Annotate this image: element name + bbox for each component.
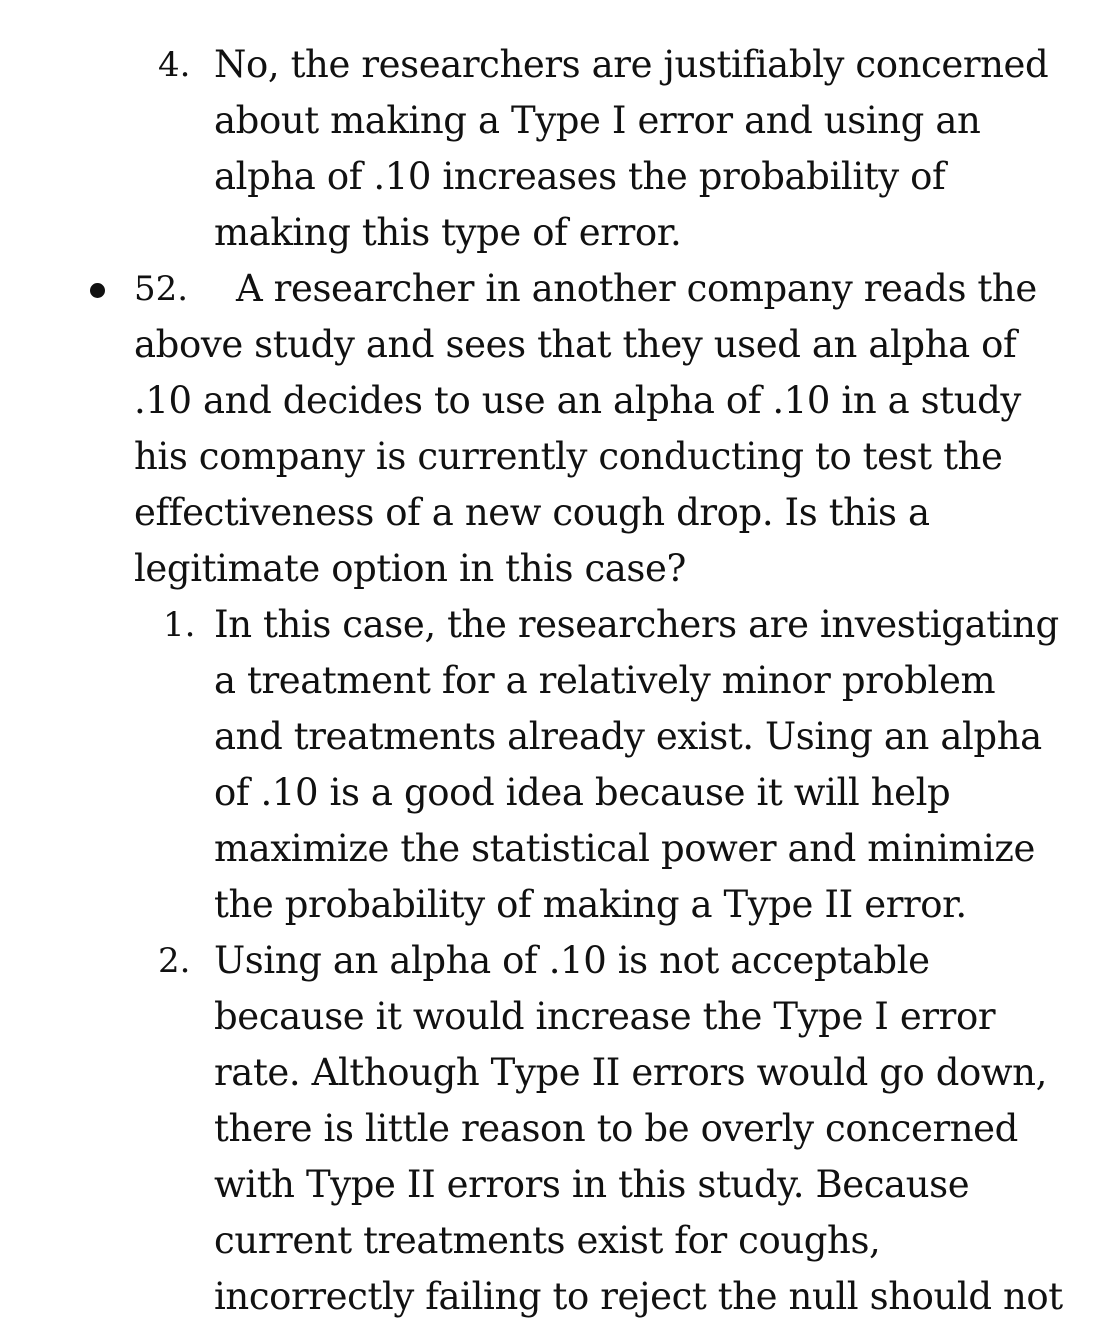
- option-number: 4.: [158, 45, 191, 85]
- option-line: No, the researchers are justifiably concerned: [214, 43, 1049, 86]
- question-line: A researcher in another company reads the: [236, 267, 1037, 310]
- option-line: making this type of error.: [214, 211, 682, 254]
- option-number: 1.: [163, 605, 196, 645]
- option-line: because it would increase the Type I error: [214, 995, 996, 1038]
- option-line: a treatment for a relatively minor problem: [214, 659, 996, 702]
- question-line: above study and sees that they used an alpha of: [134, 323, 1017, 366]
- option-line: rate. Although Type II errors would go down,: [214, 1051, 1047, 1094]
- option-line: of .10 is a good idea because it will help: [214, 771, 951, 814]
- option-line: Using an alpha of .10 is not acceptable: [214, 939, 930, 982]
- option-line: current treatments exist for coughs,: [214, 1219, 881, 1262]
- option-line: maximize the statistical power and minimize: [214, 827, 1035, 870]
- option-line: with Type II errors in this study. Because: [214, 1163, 970, 1206]
- option-line: about making a Type I error and using an: [214, 99, 981, 142]
- option-line: alpha of .10 increases the probability of: [214, 155, 946, 198]
- question-line: legitimate option in this case?: [134, 547, 686, 590]
- option-line: incorrectly failing to reject the null should not: [214, 1275, 1063, 1318]
- question-line: .10 and decides to use an alpha of .10 in a study: [134, 379, 1021, 422]
- option-line: the probability of making a Type II error.: [214, 883, 967, 926]
- option-line: In this case, the researchers are investigating: [214, 603, 1059, 646]
- option-line: and treatments already exist. Using an alpha: [214, 715, 1042, 758]
- question-line: his company is currently conducting to test the: [134, 435, 1003, 478]
- option-number: 2.: [158, 941, 191, 981]
- list-bullet: [90, 283, 105, 298]
- option-line: there is little reason to be overly concerned: [214, 1107, 1018, 1150]
- question-number: 52.: [134, 269, 189, 309]
- question-line: effectiveness of a new cough drop. Is this a: [134, 491, 930, 534]
